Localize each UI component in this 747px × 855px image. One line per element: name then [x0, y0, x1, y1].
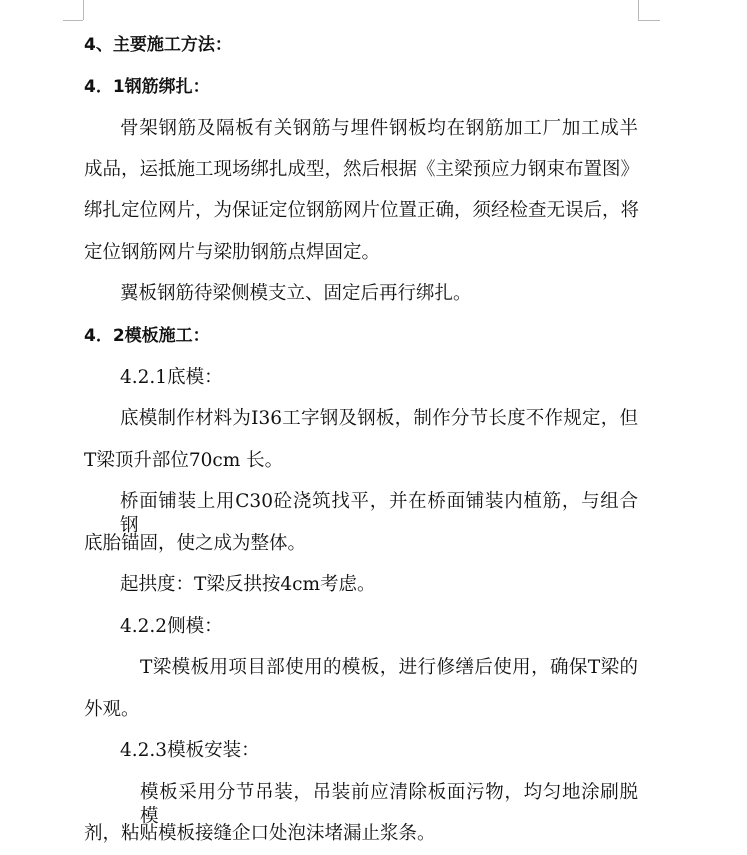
heading-4-2: 4．2模板施工： — [84, 326, 210, 346]
para-4-2-3-line-2: 剂，粘贴模板接缝企口处泡沫堵漏止浆条。 — [84, 823, 436, 844]
heading-4-1: 4．1钢筋绑扎： — [84, 77, 210, 97]
crop-mark-top-left-horizontal — [63, 20, 83, 21]
para-4-1-line-2: 成品，运抵施工现场绑扎成型，然后根据《主梁预应力钢束布置图》 — [84, 159, 640, 180]
crop-mark-top-right-horizontal — [638, 20, 660, 21]
heading-4-2-3: 4.2.3模板安装： — [120, 740, 260, 761]
para-4-2-3-line-1: 模板采用分节吊装，吊装前应清除板面污物，均匀地涂刷脱模 — [140, 782, 638, 827]
heading-main: 4、主要施工方法： — [84, 35, 232, 55]
para-4-2-1-deck-line-1: 桥面铺装上用C30砼浇筑找平，并在桥面铺装内植筋，与组合钢 — [120, 491, 638, 536]
para-4-2-2-line-1: T梁模板用项目部使用的模板，进行修缮后使用，确保T梁的 — [140, 657, 638, 678]
para-4-2-1-line-1: 底模制作材料为I36工字钢及钢板，制作分节长度不作规定，但 — [120, 408, 638, 429]
para-4-1-line-3: 绑扎定位网片，为保证定位钢筋网片位置正确，须经检查无误后，将 — [84, 200, 640, 221]
crop-mark-top-left-vertical — [83, 0, 84, 20]
heading-4-2-2: 4.2.2侧模： — [120, 616, 223, 637]
para-4-2-2-line-2: 外观。 — [84, 699, 140, 720]
crop-mark-top-right-vertical — [638, 0, 639, 20]
para-4-1-line-1: 骨架钢筋及隔板有关钢筋与埋件钢板均在钢筋加工厂加工成半 — [120, 118, 638, 139]
heading-4-2-1: 4.2.1底模： — [120, 367, 223, 388]
para-4-2-1-line-2: T梁顶升部位70cm 长。 — [84, 450, 284, 471]
para-4-2-1-camber: 起拱度：T梁反拱按4cm考虑。 — [120, 574, 376, 595]
para-4-1-wing: 翼板钢筋待梁侧模支立、固定后再行绑扎。 — [120, 283, 472, 304]
para-4-2-1-deck-line-2: 底胎锚固，使之成为整体。 — [84, 533, 307, 554]
para-4-1-line-4: 定位钢筋网片与梁肋钢筋点焊固定。 — [84, 242, 381, 263]
